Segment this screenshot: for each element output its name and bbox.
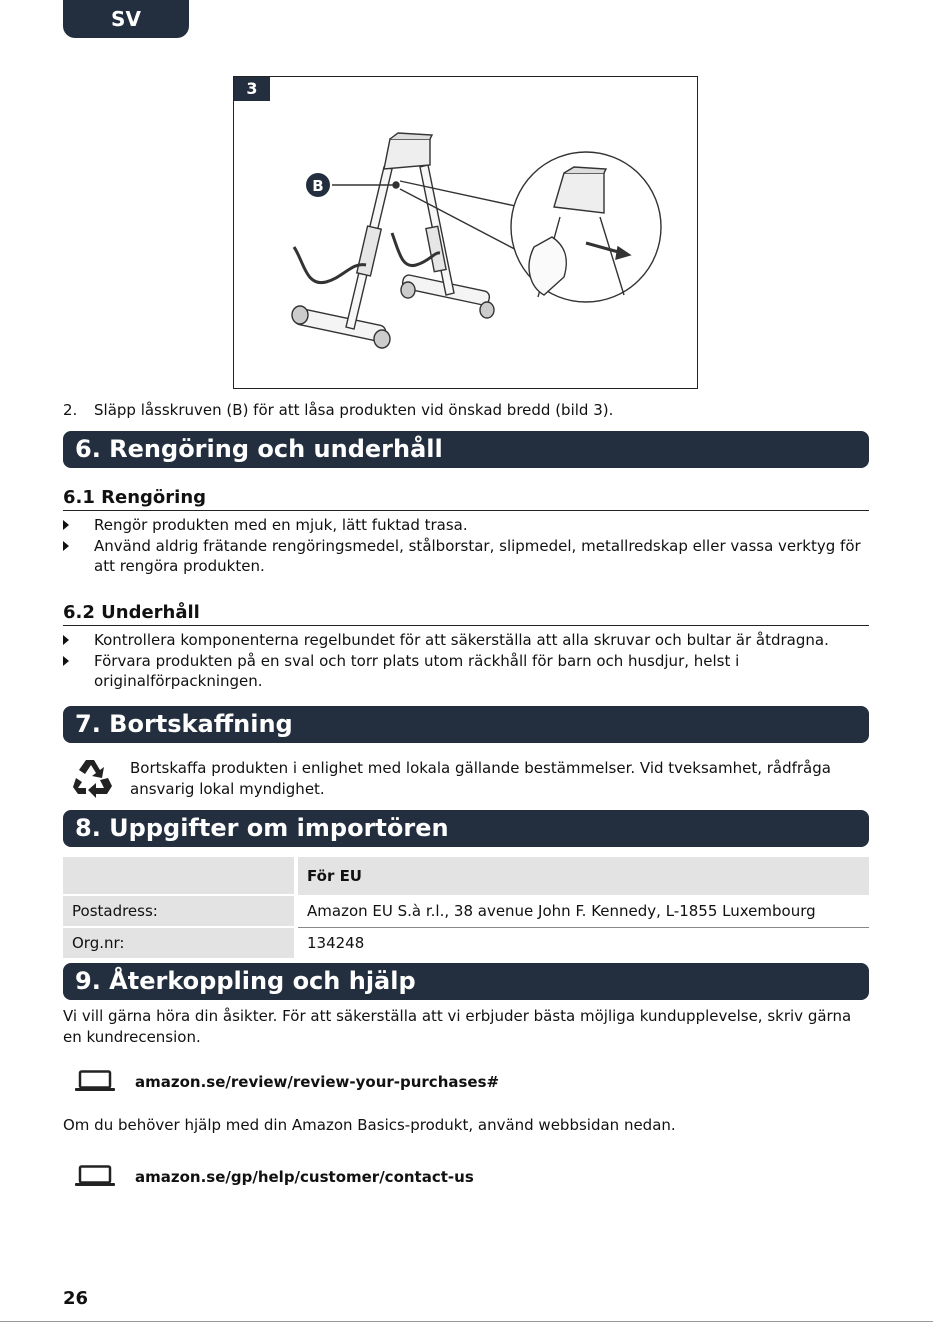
laptop-icon bbox=[75, 1165, 115, 1187]
subheading-6-2: 6.2 Underhåll bbox=[63, 602, 869, 626]
illustration-figure-3 bbox=[233, 76, 698, 389]
list-item: Kontrollera komponenterna regelbundet för att säkerställa att alla skruvar och bultar är åtdragna. bbox=[63, 630, 869, 651]
bullet-icon bbox=[63, 520, 69, 530]
table-cell: Amazon EU S.à r.l., 38 avenue John F. Kennedy, L-1855 Luxembourg bbox=[296, 895, 869, 927]
step-number: 2. bbox=[63, 401, 78, 419]
bullet-icon bbox=[63, 635, 69, 645]
maintenance-list bbox=[63, 630, 869, 692]
table-row bbox=[63, 927, 869, 959]
figure-number: 3 bbox=[234, 77, 270, 101]
recycle-icon bbox=[70, 756, 116, 800]
list-item: Rengör produkten med en mjuk, lätt fuktad trasa. bbox=[63, 515, 869, 536]
step-2 bbox=[63, 400, 873, 420]
table-row bbox=[63, 857, 869, 895]
table-header-cell bbox=[63, 857, 296, 895]
bullet-icon bbox=[63, 541, 69, 551]
contact-link[interactable]: amazon.se/gp/help/customer/contact-us bbox=[135, 1168, 474, 1186]
page-divider bbox=[0, 1321, 933, 1322]
callout-b-label: B bbox=[312, 177, 324, 195]
cleaning-list bbox=[63, 515, 869, 577]
table-cell: Org.nr: bbox=[63, 927, 296, 959]
importer-table bbox=[63, 857, 869, 960]
table-cell: Postadress: bbox=[63, 895, 296, 927]
review-link[interactable]: amazon.se/review/review-your-purchases# bbox=[135, 1073, 500, 1091]
laptop-icon bbox=[75, 1070, 115, 1092]
disposal-text: Bortskaffa produkten i enlighet med lokala gällande bestämmelser. Vid tveksamhet, rådfråga ansvarig lokal myndighet. bbox=[130, 759, 831, 798]
section-6-heading: 6. Rengöring och underhåll bbox=[63, 431, 869, 468]
help-text: Om du behöver hjälp med din Amazon Basics-produkt, använd webbsidan nedan. bbox=[63, 1116, 676, 1134]
step-text: Släpp låsskruven (B) för att låsa produkten vid önskad bredd (bild 3). bbox=[94, 401, 614, 419]
bullet-icon bbox=[63, 656, 69, 666]
subheading-6-1: 6.1 Rengöring bbox=[63, 487, 869, 511]
guitar-stand-illustration bbox=[234, 77, 699, 390]
language-tab: SV bbox=[63, 0, 189, 38]
table-cell: 134248 bbox=[307, 934, 365, 953]
section-7-heading: 7. Bortskaffning bbox=[63, 706, 869, 743]
section-9-heading: 9. Återkoppling och hjälp bbox=[63, 963, 869, 1000]
section-8-heading: 8. Uppgifter om importören bbox=[63, 810, 869, 847]
page-number: 26 bbox=[63, 1288, 89, 1309]
table-row bbox=[63, 895, 869, 927]
table-header-cell: För EU bbox=[296, 857, 869, 895]
list-item: Förvara produkten på en sval och torr plats utom räckhåll för barn och husdjur, helst i originalförpackningen. bbox=[63, 651, 869, 692]
feedback-intro: Vi vill gärna höra din åsikter. För att säkerställa att vi erbjuder bästa möjliga kundupplevelse, skriv gärna en kundrecension. bbox=[63, 1007, 852, 1046]
list-item: Använd aldrig frätande rengöringsmedel, stålborstar, slipmedel, metallredskap eller vassa verktyg för att rengöra produkten. bbox=[63, 536, 869, 577]
